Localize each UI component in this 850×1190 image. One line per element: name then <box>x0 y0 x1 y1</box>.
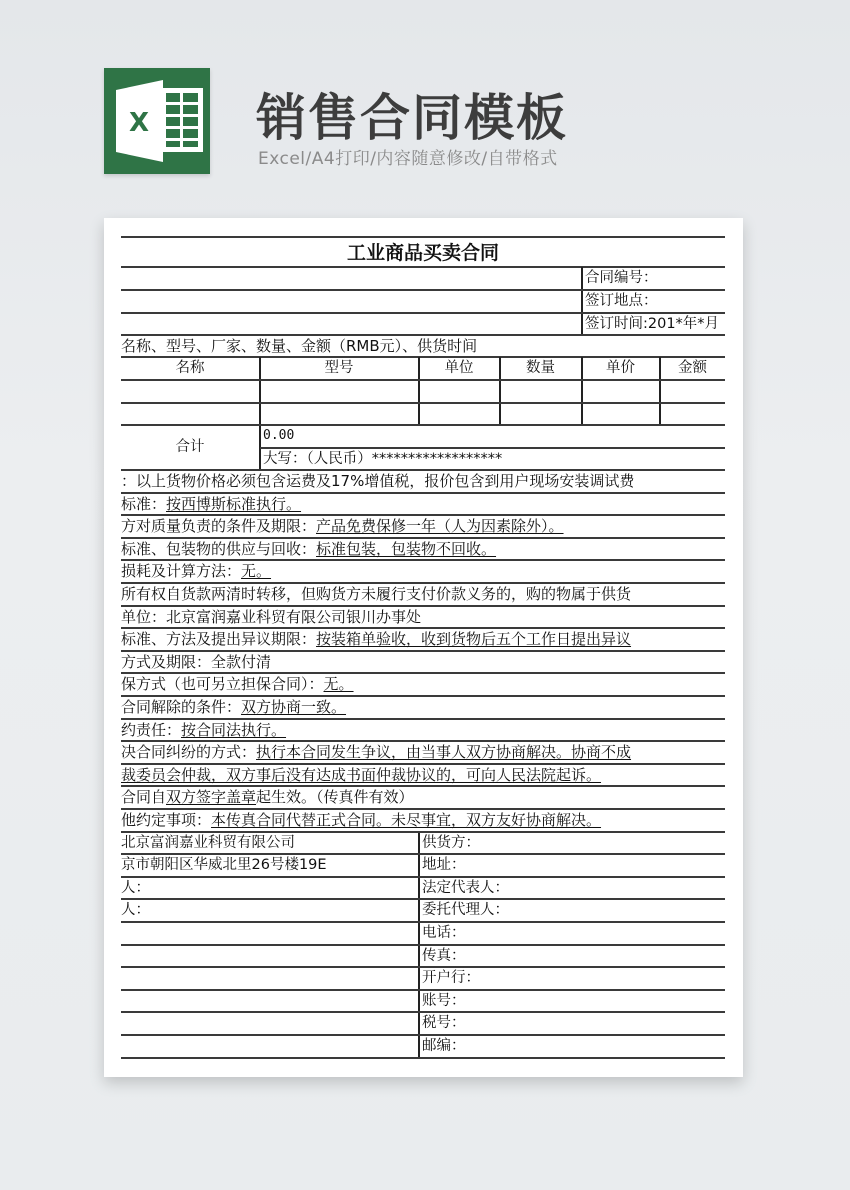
col-header-unit-price: 单价 <box>606 360 635 376</box>
supplier-field: 开户行： <box>422 970 480 987</box>
clause-value: 无。 <box>323 675 354 694</box>
contract-clause <box>121 493 725 515</box>
buyer-field: 京市朝阳区华威北里26号楼19E <box>121 857 327 874</box>
clause-value: 产品免费保修一年（人为因素除外）。 <box>316 517 564 536</box>
contract-clause <box>121 741 725 763</box>
sign-time-label: 签订时间:201*年*月 <box>585 316 720 332</box>
goods-caption: 名称、型号、厂家、数量、金额（RMB元）、供货时间 <box>121 337 478 355</box>
clause-value: 裁委员会仲裁，双方事后没有达成书面仲裁协议的，可向人民法院起诉。 <box>121 765 602 784</box>
contract-title: 工业商品买卖合同 <box>346 242 499 264</box>
clause-value: 按西博斯标准执行。 <box>166 494 302 513</box>
clause-label: 损耗及计算方法： <box>121 562 242 581</box>
col-header-name: 名称 <box>175 360 205 376</box>
clause-label: 他约定事项： <box>121 811 212 829</box>
table-row[interactable] <box>121 403 725 425</box>
contract-number-label: 合同编号： <box>585 270 658 286</box>
divider <box>121 424 725 426</box>
total-label: 合计 <box>175 439 205 455</box>
supplier-field: 法定代表人： <box>422 879 509 896</box>
clause-label: 标准、包装物的供应与回收： <box>121 539 317 558</box>
contract-clause <box>121 583 725 605</box>
clause-label: 保方式（也可另立担保合同）： <box>121 675 324 694</box>
clause-label: ：以上货物价格必须包含运费及17%增值税，报价包含到用户现场安装调试费 <box>121 472 635 490</box>
buyer-field: 人： <box>121 879 150 896</box>
clause-value: 双方签字盖章 <box>166 788 257 807</box>
clause-value: 无。 <box>241 562 272 581</box>
clause-label: 合同解除的条件： <box>121 698 242 716</box>
clause-label: 所有权自货款两清时转移，但购货方未履行支付价款义务的，购的物属于供货 <box>121 585 632 603</box>
col-header-quantity: 数量 <box>526 360 555 376</box>
contract-clause <box>121 651 725 673</box>
buyer-field: 北京富润嘉业科贸有限公司 <box>121 834 295 851</box>
clause-value: 执行本合同发生争议，由当事人双方协商解决。协商不成 <box>256 743 632 762</box>
banner-title: 销售合同模板 <box>256 89 568 147</box>
clause-value: 本传真合同代替正式合同。未尽事宜，双方友好协商解决。 <box>211 811 602 829</box>
buyer-field: 人： <box>121 902 150 919</box>
clause-value: 按装箱单验收，收到货物后五个工作日提出异议 <box>316 630 632 649</box>
clause-label: 标准、方法及提出异议期限： <box>121 630 317 649</box>
contract-sheet <box>121 218 725 1077</box>
clause-label: 方对质量负责的条件及期限： <box>121 517 317 536</box>
clause-label: 约责任： <box>121 720 182 739</box>
contract-clause <box>121 606 725 628</box>
document-page <box>104 218 743 1077</box>
table-row[interactable] <box>121 380 725 402</box>
banner-subtitle: Excel/A4打印/内容随意修改/自带格式 <box>258 149 558 169</box>
clause-value: 按合同法执行。 <box>181 720 287 739</box>
contract-clause <box>121 470 725 492</box>
contract-clause <box>121 515 725 537</box>
contract-clause <box>121 786 725 808</box>
col-header-model: 型号 <box>324 360 354 376</box>
clause-label: 标准： <box>121 494 167 513</box>
clause-label: 单位：北京富润嘉业科贸有限公司银川办事处 <box>121 607 422 626</box>
supplier-field: 邮编： <box>422 1038 466 1054</box>
supplier-field: 账号： <box>422 992 466 1009</box>
supplier-field: 地址： <box>422 857 466 874</box>
total-in-words: 大写：（人民币）****************** <box>263 451 503 467</box>
clause-value: 双方协商一致。 <box>241 698 347 716</box>
supplier-field: 税号： <box>422 1015 466 1032</box>
supplier-field: 电话： <box>422 925 466 941</box>
clause-label: 决合同纠纷的方式： <box>121 743 257 762</box>
clause-label: 合同自 <box>121 788 167 807</box>
contract-clause <box>121 560 725 582</box>
supplier-field: 传真： <box>422 947 466 964</box>
clause-label: 方式及期限：全款付清 <box>121 652 272 671</box>
total-value: 0.00 <box>263 428 295 443</box>
svg-text:X: X <box>128 108 150 138</box>
contract-clause <box>121 719 725 741</box>
supplier-field: 委托代理人： <box>422 902 509 919</box>
sign-place-label: 签订地点： <box>585 293 658 309</box>
excel-icon <box>104 68 210 174</box>
template-banner <box>0 0 850 200</box>
clause-value: 标准包装，包装物不回收。 <box>316 539 497 558</box>
contract-clause <box>121 696 725 718</box>
col-header-unit: 单位 <box>444 360 474 376</box>
col-header-amount: 金额 <box>678 360 707 376</box>
contract-clause <box>121 628 725 650</box>
contract-clause <box>121 538 725 560</box>
divider <box>121 1057 725 1059</box>
contract-clause <box>121 809 725 831</box>
contract-clause <box>121 673 725 695</box>
supplier-field: 供货方： <box>422 834 480 851</box>
divider <box>581 267 583 335</box>
clause-suffix: 起生效。（传真件有效） <box>256 788 414 807</box>
contract-clause <box>121 764 725 786</box>
